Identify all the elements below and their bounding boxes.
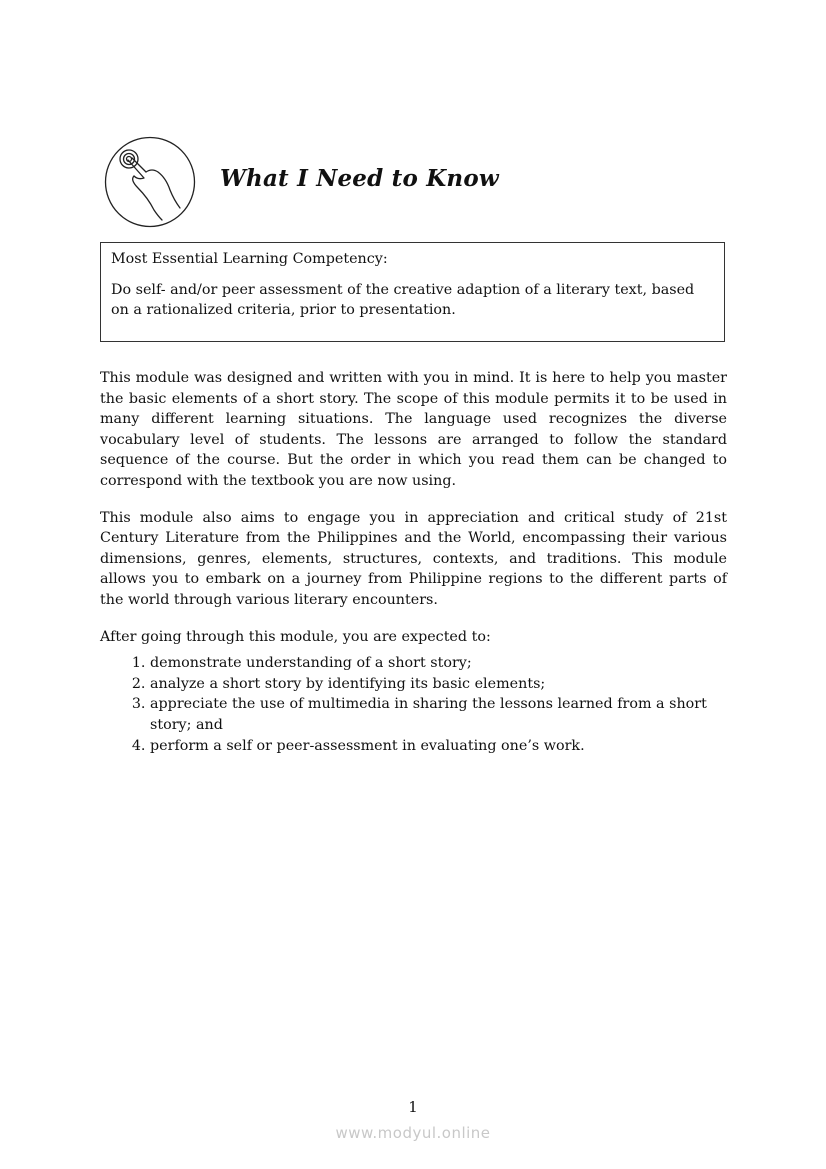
paragraph: This module also aims to engage you in appreciation and critical study of 21st Century Literature from the Philippines and the World, encompassing their various dimensions, genres, elements, structures, contexts, and traditions. This module allows you to embark on a journey from Philippine regions to the different parts of the world through various literary encounters.	[100, 509, 727, 608]
competency-label: Most Essential Learning Competency:	[111, 251, 388, 267]
list-item: 2. analyze a short story by identifying its basic elements;	[150, 674, 727, 695]
paragraph: After going through this module, you are expected to:	[100, 628, 491, 645]
watermark: www.modyul.online	[335, 1124, 491, 1142]
page-number: 1	[408, 1098, 418, 1116]
objectives-list	[100, 653, 727, 756]
list-item: 3. appreciate the use of multimedia in sharing the lessons learned from a short story; and	[150, 694, 727, 735]
paragraph: This module was designed and written with you in mind. It is here to help you master the basic elements of a short story. The scope of this module permits it to be used in many different learning situations. The language used recognizes the diverse vocabulary level of students. The lessons are arranged to follow the standard sequence of the course. But the order in which you read them can be changed to correspond with the textbook you are now using.	[100, 370, 727, 489]
competency-box	[100, 242, 725, 342]
list-item: 4. perform a self or peer-assessment in evaluating one’s work.	[150, 736, 727, 757]
hand-pointing-touch-icon	[104, 136, 196, 228]
module-body	[100, 368, 727, 756]
list-item: 1. demonstrate understanding of a short story;	[150, 653, 727, 674]
section-title: What I Need to Know	[220, 165, 499, 192]
competency-text: Do self- and/or peer assessment of the creative adaption of a literary text, based on a rationalized criteria, prior to presentation.	[111, 281, 695, 318]
